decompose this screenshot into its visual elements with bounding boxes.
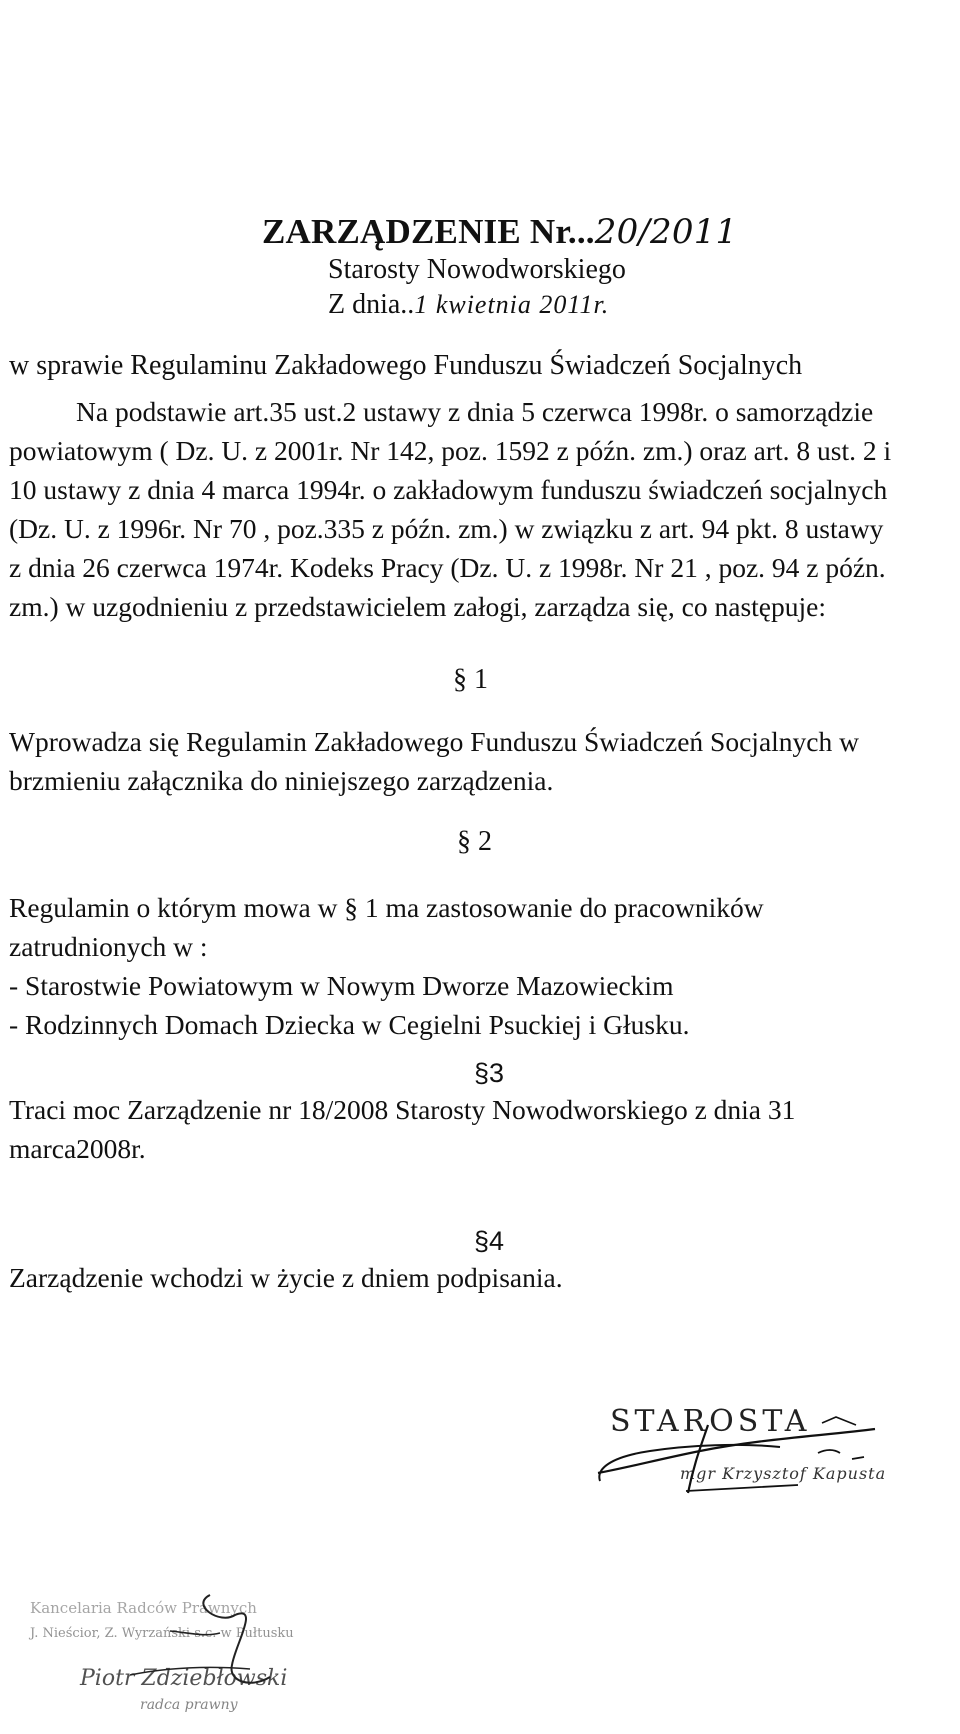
preamble-line: powiatowym ( Dz. U. z 2001r. Nr 142, poz. 1592 z późn. zm.) oraz art. 8 ust. 2 i [9,435,892,466]
law-office-stamp [20,1585,340,1725]
section-4-body [9,1258,563,1297]
issuer-line: Starosty Nowodworskiego [328,254,626,285]
section-line: Traci moc Zarządzenie nr 18/2008 Starosty Nowodworskiego z dnia 31 [9,1094,796,1125]
preamble-paragraph [9,392,891,626]
preamble-line: 10 ustawy z dnia 4 marca 1994r. o zakładowym funduszu świadczeń socjalnych [9,474,888,505]
starosta-signature-stamp [590,1395,890,1505]
svg-text:radca prawny: radca prawny [140,1697,238,1713]
preamble-line: z dnia 26 czerwca 1974r. Kodeks Pracy (Dz. U. z 1998r. Nr 21 , poz. 94 z późn. [9,552,886,583]
section-3-heading: §3 [474,1058,505,1088]
svg-text:STAROSTA: STAROSTA [610,1404,811,1439]
svg-text:Kancelaria Radców Prawnych: Kancelaria Radców Prawnych [30,1599,257,1617]
preamble-line: (Dz. U. z 1996r. Nr 70 , poz.335 z późn. zm.) w związku z art. 94 pkt. 8 ustawy [9,513,884,544]
section-4-heading: §4 [474,1226,505,1256]
section-line: - Starostwie Powiatowym w Nowym Dworze Mazowieckim [9,970,674,1001]
section-line: brzmieniu załącznika do niniejszego zarządzenia. [9,765,554,796]
section-line: Zarządzenie wchodzi w życie z dniem podpisania. [9,1262,563,1293]
section-2-body [9,888,764,1044]
date-line [328,289,609,321]
subject-line: w sprawie Regulaminu Zakładowego Funduszu Świadczeń Socjalnych [9,350,803,381]
office-stamp-image [20,1585,340,1725]
title-prefix: ZARZĄDZENIE Nr... [262,212,595,251]
svg-text:mgr Krzysztof Kapusta: mgr Krzysztof Kapusta [680,1464,887,1483]
preamble-line: zm.) w uzgodnieniu z przedstawicielem załogi, zarządza się, co następuje: [9,591,826,622]
section-line: - Rodzinnych Domach Dziecka w Cegielni Psuckiej i Głusku. [9,1009,690,1040]
section-1-heading: § 1 [453,664,488,695]
section-line: zatrudnionych w : [9,931,208,962]
preamble-line: Na podstawie art.35 ust.2 ustawy z dnia 5 czerwca 1998r. o samorządzie [76,396,874,427]
section-line: Regulamin o którym mowa w § 1 ma zastosowanie do pracowników [9,892,764,923]
section-2-heading: § 2 [457,826,492,857]
svg-text:J. Nieścior, Z. Wyrzański s.c.: J. Nieścior, Z. Wyrzański s.c. w Pułtusku [30,1626,294,1641]
section-1-body [9,722,859,800]
document-title [262,212,737,252]
signature-stamp-image [590,1395,890,1505]
date-prefix: Z dnia.. [328,289,415,320]
handwritten-date: 1 kwietnia 2011r. [414,290,610,319]
handwritten-number: 20/2011 [594,212,738,252]
svg-text:Piotr Zdziebłowski: Piotr Zdziebłowski [80,1666,288,1691]
section-line: marca2008r. [9,1133,146,1164]
section-3-body [9,1090,795,1168]
section-line: Wprowadza się Regulamin Zakładowego Funduszu Świadczeń Socjalnych w [9,726,859,757]
